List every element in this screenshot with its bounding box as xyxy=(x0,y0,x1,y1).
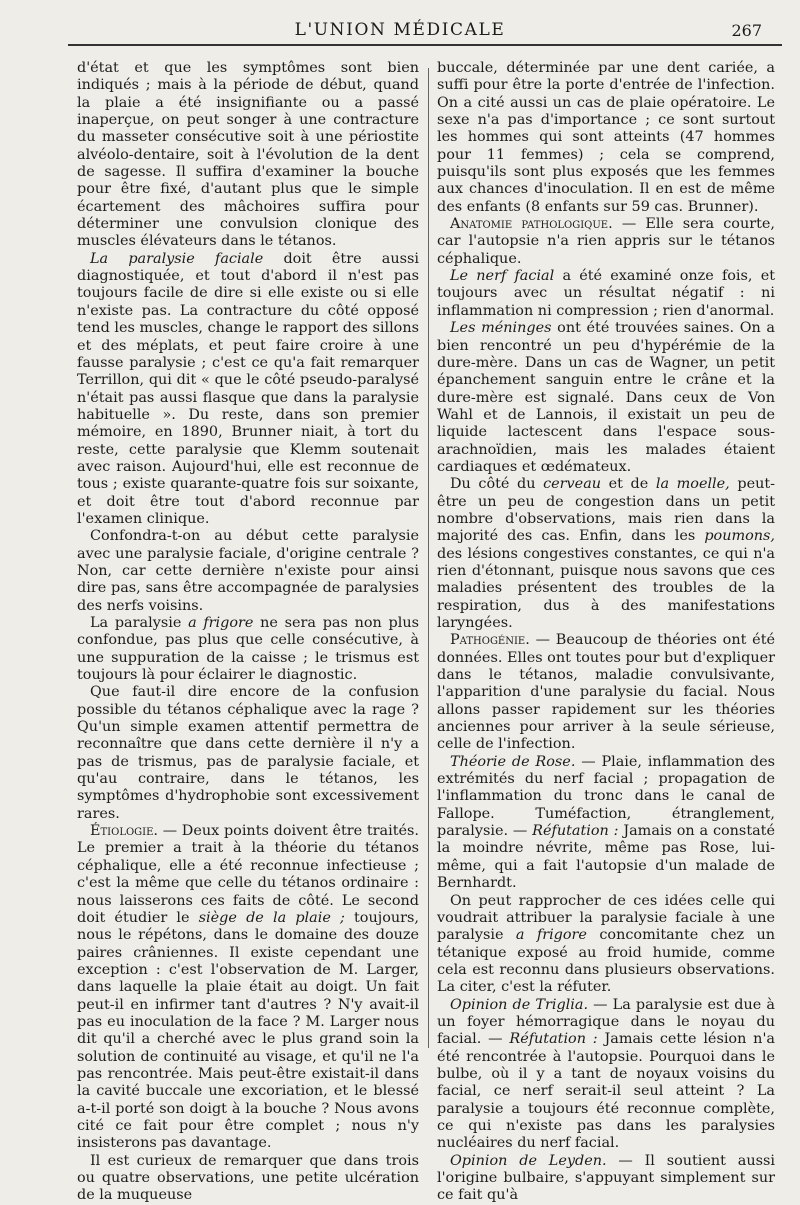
page-number: 267 xyxy=(731,21,762,40)
text-run: Jamais cette lésion n'a été rencontrée à l'autopsie. Pourquoi dans le bulbe, où il y a tant de noyaux voisins du facial, ce nerf serait-il seul atteint ? La paralysie a toujours été reconnue complète, ce qui n'existe pas dans les paralysies nucléaires du nerf facial. xyxy=(437,1031,775,1152)
text-run: On peut rapprocher de ces idées celle qui voudrait attribuer la paralysie faciale à une paralysie xyxy=(437,892,775,944)
paragraph xyxy=(77,1153,419,1205)
italic-text: Les méninges xyxy=(450,320,552,337)
text-run: La paralysie xyxy=(90,615,189,631)
italic-text: Opinion de Leyden. xyxy=(450,1152,607,1169)
italic-text: Réfutation : xyxy=(509,1031,598,1048)
paragraph xyxy=(437,997,775,1153)
text-run: d'état et que les symptômes sont bien indiqués ; mais à la période de début, quand la plaie a été insignifiante ou a passé inaperçue, on peut songer à une contracture du masseter consécutive soit à une périostite alvéolo-dentaire, soit à l'évolution de la dent de sagesse. Il suffira d'examiner la bouche pour être fixé, d'autant plus que le simple écartement des mâchoires suffira pour déterminer une convulsion clonique des muscles élévateurs dans le tétanos. xyxy=(77,60,419,250)
paragraph xyxy=(437,60,775,216)
page-header xyxy=(0,14,800,48)
text-run: buccale, déterminée par une dent cariée, a suffi pour être la porte d'entrée de l'infection. On a cité aussi un cas de plaie opératoire. Le sexe n'a pas d'importance ; ce sont surtout les hommes qui sont atteints (47 hommes pour 11 femmes) ; cela se comprend, puisqu'ils sont plus exposés que les femmes aux chances d'inoculation. Il en est de même des enfants (8 enfants sur 59 cas. Brunner). xyxy=(437,60,775,215)
text-run: Jamais on a constaté la moindre névrite, même pas Rose, lui-même, qui a fait l'autopsie d'un malade de Bernhardt. xyxy=(437,823,775,892)
text-run: concomitante chez un tétanique exposé au froid humide, comme cela est reconnu dans plusieurs observations. La citer, c'est la réfuter. xyxy=(437,927,775,996)
text-run: doit être aussi diagnostiquée, et tout d'abord il n'est pas toujours facile de dire si elle existe ou si elle n'existe pas. La contracture du côté opposé tend les muscles, change le rapport des sillons et des méplats, et peut faire croire à une fausse paralysie ; c'est ce qu'a fait remarquer Terrillon, qui dit « que le côté pseudo-paralysé n'était pas aussi flasque que dans la paralysie habituelle ». Du reste, dans son premier mémoire, en 1890, Brunner niait, à tort du reste, cette paralysie que Klemm soutenait avec raison. Aujourd'hui, elle est reconnue de tous ; existe quarante-quatre fois sur soixante, et doit être tout d'abord reconnue par l'examen clinique. xyxy=(77,250,419,527)
paragraph xyxy=(77,60,419,251)
text-run: — Plaie, inflammation des extrémités du nerf facial ; propagation de l'inflammation du tronc dans le canal de Fallope. Tuméfaction, étranglement, paralysie. — xyxy=(437,753,775,840)
italic-text: La paralysie faciale xyxy=(90,250,264,267)
text-run: toujours, nous le répétons, dans le domaine des douze paires crâniennes. Il existe cependant une exception : c'est l'observation de M. Larger, dans laquelle la plaie était au doigt. Un fait peut-il en infirmer tant d'autres ? N'y avait-il pas eu inoculation de la face ? M. Larger nous dit qu'il a cherché avec le plus grand soin la solution de continuité au visage, et qu'il ne l'a pas rencontrée. Mais peut-être existait-il dans la cavité buccale une excoriation, et le blessé a-t-il porté son doigt à la bouche ? Nous avons cité ce fait pour être complet ; nous n'y insisterons pas davantage. xyxy=(77,909,419,1152)
text-run: et de xyxy=(601,476,656,493)
header-rule xyxy=(68,44,782,46)
text-run: Confondra-t-on au début cette paralysie avec une paralysie faciale, d'origine centrale ? Non, car cette dernière n'existe pour ainsi dire pas, sans être accompagnée de paralysies des nerfs voisins. xyxy=(77,528,419,614)
paragraph xyxy=(437,1153,775,1205)
text-run: a été examiné onze fois, et toujours avec un résultat négatif : ni inflammation ni compression ; rien d'anormal. xyxy=(437,268,775,319)
paragraph xyxy=(77,528,419,615)
section-heading: Pathogénie. xyxy=(450,632,530,649)
paragraph xyxy=(77,615,419,684)
text-run: ont été trouvées saines. On a bien rencontré un peu d'hypérémie de la dure-mère. Dans un cas de Wagner, un petit épanchement sanguin entre le crâne et la dure-mère est signalé. Dans ceux de Von Wahl et de Lannois, il existait un peu de liquide lactescent dans l'espace sous-arachnoïdien, mais les malades étaient cardiaques et œdémateux. xyxy=(437,320,775,475)
right-column xyxy=(437,60,775,1205)
paragraph xyxy=(437,268,775,320)
italic-text: cerveau xyxy=(543,476,602,493)
italic-text: Le nerf facial xyxy=(450,268,555,285)
running-title: L'UNION MÉDICALE xyxy=(294,20,506,40)
italic-text: a frigore xyxy=(515,927,587,944)
text-run: — La paralysie est due à un foyer hémorragique dans le noyau du facial. — xyxy=(437,996,775,1048)
italic-text: poumons, xyxy=(704,528,775,545)
text-run: — Il soutient aussi l'origine bulbaire, s'appuyant simplement sur ce fait qu'à xyxy=(437,1152,775,1204)
italic-text: Réfutation : xyxy=(532,823,619,840)
text-run: peut-être un peu de congestion dans un petit nombre d'observations, mais rien dans la majorité des cas. Enfin, dans les xyxy=(437,476,775,545)
paragraph xyxy=(77,251,419,529)
italic-text: siège de la plaie ; xyxy=(198,909,345,926)
paragraph xyxy=(437,893,775,997)
text-run: — Beaucoup de théories ont été données. Elles ont toutes pour but d'expliquer dans le tétanos, maladie convulsivante, l'apparition d'une paralysie du facial. Nous allons passer rapidement sur les théories anciennes pour arriver à la seule sérieuse, celle de l'infection. xyxy=(437,632,775,753)
text-run: Du côté du xyxy=(450,476,544,493)
text-run: ne sera pas non plus confondue, pas plus que celle consécutive, à une suppuration de la caisse ; le trismus est toujours là pour éclairer le diagnostic. xyxy=(77,615,419,684)
italic-text: Théorie de Rose. xyxy=(450,753,576,770)
paragraph xyxy=(437,632,775,753)
section-heading: Étiologie. xyxy=(90,823,158,840)
italic-text: la moelle, xyxy=(655,476,730,493)
text-run: — Deux points doivent être traités. Le premier a trait à la théorie du tétanos céphalique, elle a été reconnue infectieuse ; c'est la même que celle du tétanos ordinaire : nous laisserons ces faits de côté. Le second doit étudier le xyxy=(77,823,419,926)
italic-text: Opinion de Triglia. xyxy=(450,996,589,1013)
paragraph xyxy=(437,476,775,632)
paragraph xyxy=(77,684,419,823)
paragraph xyxy=(437,320,775,476)
text-run: des lésions congestives constantes, ce qui n'a rien d'étonnant, puisque nous savons que ces maladies présentent des troubles de la respiration, dus à des manifestations laryngées. xyxy=(437,545,775,631)
text-run: Que faut-il dire encore de la confusion possible du tétanos céphalique avec la rage ? Qu'un simple examen attentif permettra de reconnaître que dans cette dernière il n'y a pas de trismus, pas de paralysie faciale, et qu'au contraire, dans le tétanos, les symptômes d'hydrophobie sont excessivement rares. xyxy=(77,684,419,822)
left-column xyxy=(77,60,419,1205)
column-divider xyxy=(428,68,429,1048)
text-run: — Elle sera courte, car l'autopsie n'a rien appris sur le tétanos céphalique. xyxy=(437,216,775,267)
italic-text: a frigore xyxy=(188,615,254,631)
paragraph xyxy=(77,823,419,1153)
section-heading: Anatomie pathologique. xyxy=(450,216,613,233)
paragraph xyxy=(437,754,775,893)
paragraph xyxy=(437,216,775,268)
text-run: Il est curieux de remarquer que dans trois ou quatre observations, une petite ulcération de la muqueuse xyxy=(77,1152,419,1204)
